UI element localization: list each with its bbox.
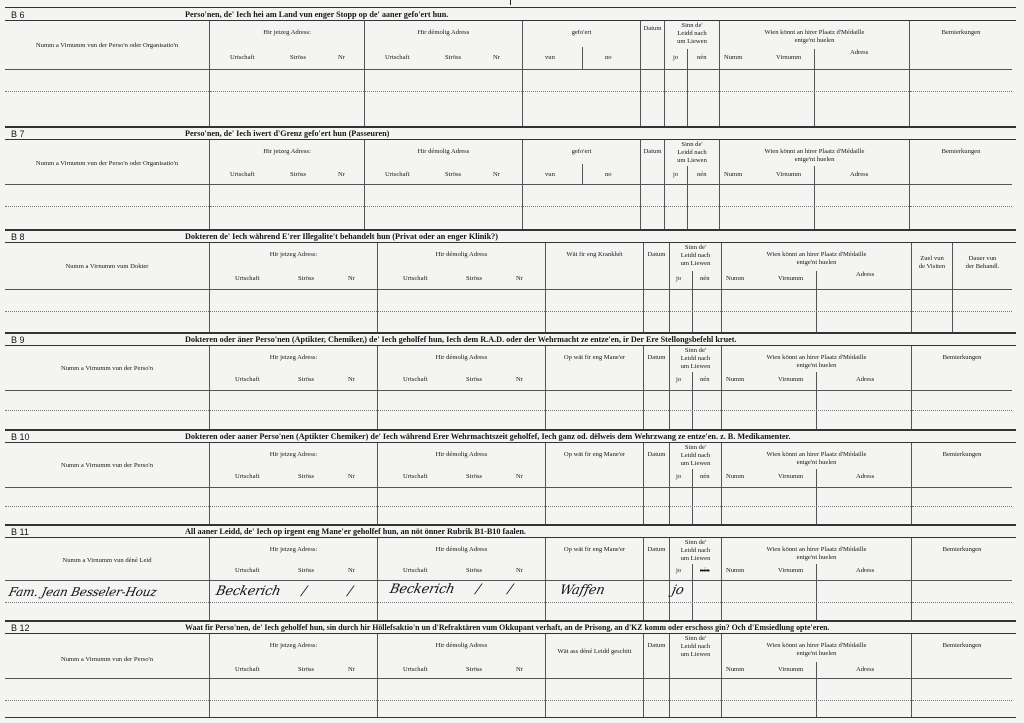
- column-label: Op wät fir eng Mane'er: [563, 354, 626, 361]
- subcolumn-label: Virnumm: [776, 171, 802, 178]
- subcolumn-label: jo: [676, 376, 682, 383]
- column-label: Numm a Virnumm vun déné Leid: [62, 557, 152, 564]
- column-label: Bemierkungen: [942, 451, 982, 458]
- subcolumn-label: Nr: [348, 473, 355, 480]
- section-b8-table: [5, 243, 1016, 334]
- subcolumn-label: Adress: [856, 271, 875, 278]
- column-label: Wien könnt an hirer Plaatz d'Médaille: [766, 546, 867, 553]
- subcolumn-label: nén: [697, 54, 707, 61]
- column-label: Zuel vun: [920, 255, 944, 262]
- remarks-column: [910, 21, 1012, 127]
- alive-column: [670, 346, 722, 430]
- column-label: Sinn de': [681, 22, 703, 29]
- column-label: um Liewen: [680, 363, 711, 370]
- column-label: Op wät fir eng Mane'er: [563, 546, 626, 553]
- section-b7-table: [5, 140, 1016, 231]
- alive-column: [670, 634, 722, 717]
- manner-column: [546, 346, 644, 430]
- subcolumn-label: Adress: [850, 171, 869, 178]
- column-label: Hir démolig Adress: [417, 29, 470, 36]
- subcolumn-label: Nr: [493, 171, 500, 178]
- subcolumn-label: Adress: [856, 473, 875, 480]
- current-address-column: [210, 538, 378, 621]
- column-label: Leidd nach: [677, 149, 707, 156]
- column-label: Hir démolig Adress: [435, 546, 488, 553]
- date-column: [641, 21, 665, 127]
- column-label: Wien könnt an hirer Plaatz d'Médaille: [766, 451, 867, 458]
- column-label: Datum: [643, 148, 662, 155]
- column-label: Hir jetzeg Adress:: [263, 148, 311, 155]
- subcolumn-label: Urtschaft: [385, 54, 410, 61]
- column-label: Datum: [647, 354, 666, 361]
- name-column: [5, 243, 210, 333]
- column-label: Op wät fir eng Mane'er: [563, 451, 626, 458]
- subcolumn-label: no: [605, 54, 612, 61]
- medal-recipient-column: [722, 443, 912, 525]
- column-label: Leidd nach: [677, 30, 707, 37]
- subcolumn-label: Numm: [726, 473, 745, 480]
- section-b11-header: [5, 524, 1016, 538]
- section-title: Dokteren de' Iech während E'rer Illegalite't behandelt hun (Privat oder an enger Klinik?): [185, 232, 498, 241]
- visits-column: [912, 243, 953, 333]
- medal-recipient-column: [720, 21, 910, 127]
- column-label: um Liewen: [680, 460, 711, 467]
- section-title: Perso'nen, de' Iech hei am Land vun enger Stopp op de' aaner gefo'ert hun.: [185, 10, 449, 19]
- column-label: entge'nt huelen: [794, 156, 835, 163]
- column-label: entge'nt huelen: [794, 37, 835, 44]
- subcolumn-label: Urtschaft: [235, 473, 260, 480]
- name-column: [5, 634, 210, 717]
- column-label: entge'nt huelen: [796, 650, 837, 657]
- subcolumn-label: jo: [673, 171, 679, 178]
- what-happened-column: [546, 634, 644, 717]
- subcolumn-label: Urtschaft: [235, 666, 260, 673]
- subcolumn-label: jo: [673, 54, 679, 61]
- subcolumn-label: Nr: [348, 376, 355, 383]
- current-address-column: [210, 243, 378, 333]
- column-label: um Liewen: [677, 38, 707, 45]
- section-code: B 8: [11, 232, 25, 242]
- handwritten-former-number-mark: /: [506, 582, 514, 597]
- subcolumn-label: Ströss: [466, 275, 483, 282]
- section-title: Perso'nen, de' Iech iwert d'Grenz gefo'ert hun (Passeuren): [185, 129, 390, 138]
- former-address-column: [378, 634, 546, 717]
- subcolumn-label: Urtschaft: [403, 275, 428, 282]
- subcolumn-label: Virnumm: [776, 54, 802, 61]
- subcolumn-label: Virnumm: [778, 376, 804, 383]
- subcolumn-label: Virnumm: [778, 473, 804, 480]
- manner-column: [546, 443, 644, 525]
- column-label: entge'nt huelen: [796, 362, 837, 369]
- column-label: Datum: [643, 25, 662, 32]
- section-b6-table: [5, 21, 1016, 128]
- subcolumn-label: nén: [700, 567, 710, 574]
- alive-column: [670, 538, 722, 621]
- current-address-column: [210, 634, 378, 717]
- subcolumn-label: Ströss: [298, 473, 315, 480]
- column-label: Sinn de': [684, 635, 707, 642]
- former-address-column: [378, 346, 546, 430]
- date-column: [644, 243, 670, 333]
- section-code: B 9: [11, 335, 25, 345]
- column-label: um Liewen: [680, 555, 711, 562]
- handwritten-street-mark: /: [300, 584, 308, 599]
- column-label: Wät ass déné Leidd geschitt: [557, 648, 632, 655]
- column-label: gefo'ert: [571, 29, 592, 36]
- subcolumn-label: Numm: [726, 666, 745, 673]
- alive-column: [665, 21, 720, 127]
- subcolumn-label: Virnumm: [778, 275, 804, 282]
- medal-recipient-column: [722, 243, 912, 333]
- name-column: [5, 443, 210, 525]
- column-label: Hir démolig Adress: [435, 642, 488, 649]
- column-label: Leidd nach: [680, 252, 711, 259]
- column-label: Hir jetzeg Adress:: [263, 29, 311, 36]
- section-code: B 7: [11, 129, 25, 139]
- column-label: Sinn de': [681, 141, 703, 148]
- former-address-column: [365, 140, 523, 230]
- subcolumn-label: Ströss: [466, 567, 483, 574]
- current-address-column: [210, 21, 365, 127]
- handwritten-former-street-mark: /: [474, 582, 482, 597]
- former-address-column: [378, 243, 546, 333]
- section-b12-header: [5, 620, 1016, 634]
- section-code: B 10: [11, 432, 30, 442]
- subcolumn-label: Ströss: [466, 666, 483, 673]
- handwritten-number-mark: /: [346, 584, 354, 599]
- current-address-column: [210, 140, 365, 230]
- remarks-column: [912, 634, 1012, 717]
- section-b9-header: [5, 332, 1016, 346]
- date-column: [644, 443, 670, 525]
- remarks-column: [912, 443, 1012, 525]
- column-label: Bemierkungen: [941, 29, 981, 36]
- column-label: Wien könnt an hirer Plaatz d'Médaille: [766, 354, 867, 361]
- subcolumn-label: Urtschaft: [230, 54, 255, 61]
- section-b9-table: [5, 346, 1016, 431]
- column-label: der Behandl.: [965, 263, 1000, 270]
- section-title: Waat fir Perso'nen, de' Iech geholfef hun, sin durch hir Höllefsaktio'n un d'Refraktären vum Okkupant verhaft, an de Prisong, an d'KZ komm oder erschoss gin? Och d'Emsiedlung opte'eren.: [185, 623, 830, 632]
- subcolumn-label: Numm: [726, 376, 745, 383]
- date-column: [644, 538, 670, 621]
- remarks-column: [912, 538, 1012, 621]
- subcolumn-label: nén: [700, 376, 710, 383]
- subcolumn-label: Adress: [856, 376, 875, 383]
- column-label: Dauer vun: [968, 255, 997, 262]
- section-title: All aaner Leidd, de' Iech op irgent eng Mane'er geholfef hun, an nöt önner Rubrik B1-B10 faalen.: [185, 527, 526, 536]
- section-b6-header: [5, 7, 1016, 21]
- section-title: Dokteren oder aaner Perso'nen (Aptikter Chemiker) de' Iech während Erer Wehrmachtszeit geholfef, Iech ganz od. dëlweis dem Wehrzwang ze entze'en. z. B. Medikamenter.: [185, 432, 791, 441]
- subcolumn-label: nén: [700, 473, 710, 480]
- alive-column: [670, 243, 722, 333]
- column-label: um Liewen: [680, 651, 711, 658]
- column-label: Leidd nach: [680, 547, 711, 554]
- column-label: Numm a Virnumm vun der Perso'n: [60, 365, 154, 372]
- section-b10-table: [5, 443, 1016, 526]
- column-label: Sinn de': [684, 444, 707, 451]
- subcolumn-label: Numm: [726, 275, 745, 282]
- column-label: Bemierkungen: [942, 642, 982, 649]
- section-b10-header: [5, 429, 1016, 443]
- subcolumn-label: Ströss: [466, 473, 483, 480]
- date-column: [644, 634, 670, 717]
- resistance-helpers-form: [5, 7, 1016, 716]
- remarks-column: [912, 346, 1012, 430]
- remarks-column: [910, 140, 1012, 230]
- subcolumn-label: nén: [700, 275, 710, 282]
- former-address-column: [365, 21, 523, 127]
- name-column: [5, 140, 210, 230]
- subcolumn-label: Ströss: [298, 275, 315, 282]
- subcolumn-label: Ströss: [466, 376, 483, 383]
- subcolumn-label: Nr: [516, 567, 523, 574]
- section-b9: [5, 332, 1016, 429]
- column-label: Wien könnt an hirer Plaatz d'Médaille: [766, 642, 867, 649]
- subcolumn-label: Urtschaft: [230, 171, 255, 178]
- subcolumn-label: Nr: [348, 275, 355, 282]
- column-label: Wät fir eng Krankhét: [566, 251, 623, 258]
- section-b8: [5, 229, 1016, 332]
- column-label: Wien könnt an hirer Plaatz d'Médaille: [766, 251, 867, 258]
- subcolumn-label: Adress: [856, 567, 875, 574]
- column-label: Hir jetzeg Adress:: [269, 451, 318, 458]
- column-label: Sinn de': [684, 539, 707, 546]
- subcolumn-label: vun: [545, 171, 555, 178]
- column-label: Sinn de': [684, 347, 707, 354]
- column-label: Numm a Virnumm vun der Perso'n oder Organisatio'n: [35, 42, 179, 49]
- subcolumn-label: Nr: [516, 376, 523, 383]
- subcolumn-label: Urtschaft: [403, 567, 428, 574]
- handwritten-manner: Waffen: [558, 583, 607, 598]
- name-column: [5, 21, 210, 127]
- section-b7: [5, 126, 1016, 229]
- alive-column: [665, 140, 720, 230]
- manner-column: [546, 538, 644, 621]
- transported-column: [523, 140, 641, 230]
- subcolumn-label: Ströss: [298, 567, 315, 574]
- column-label: Numm a Virnumm vun der Perso'n: [60, 656, 154, 663]
- subcolumn-label: Nr: [338, 171, 345, 178]
- section-title: Dokteren oder äner Perso'nen (Aptikter, Chemiker,) de' Iech geholfef hun, Iech dem R.A.D. oder der Wehrmacht ze entze'en, ir Der Ere Stellongsbefehl kruet.: [185, 335, 737, 344]
- column-label: Bemierkungen: [941, 148, 981, 155]
- subcolumn-label: jo: [676, 275, 682, 282]
- handwritten-locality: Beckerich: [214, 584, 282, 599]
- column-label: um Liewen: [680, 260, 711, 267]
- former-address-column: [378, 538, 546, 621]
- section-b12-table: [5, 634, 1016, 718]
- subcolumn-label: Urtschaft: [403, 473, 428, 480]
- column-label: entge'nt huelen: [796, 554, 837, 561]
- column-label: Hir jetzeg Adress:: [269, 251, 318, 258]
- column-label: Numm a Virnumm vun der Perso'n oder Organisatio'n: [35, 160, 179, 167]
- subcolumn-label: Urtschaft: [403, 666, 428, 673]
- section-b6: [5, 7, 1016, 126]
- former-address-column: [378, 443, 546, 525]
- alive-column: [670, 443, 722, 525]
- subcolumn-label: Ströss: [290, 171, 307, 178]
- column-label: Numm a Virnumm vun der Perso'n: [60, 462, 154, 469]
- column-label: Hir démolig Adress: [435, 451, 488, 458]
- subcolumn-label: Nr: [516, 275, 523, 282]
- medal-recipient-column: [722, 346, 912, 430]
- subcolumn-label: Ströss: [445, 171, 462, 178]
- handwritten-former-locality: Beckerich: [388, 582, 456, 597]
- section-b10: [5, 429, 1016, 524]
- column-label: Datum: [647, 451, 666, 458]
- column-label: Leidd nach: [680, 643, 711, 650]
- column-label: um Liewen: [677, 157, 707, 164]
- section-code: B 12: [11, 623, 30, 633]
- current-address-column: [210, 443, 378, 525]
- column-label: de Visiten: [918, 263, 946, 270]
- subcolumn-label: Urtschaft: [235, 567, 260, 574]
- subcolumn-label: Numm: [726, 567, 745, 574]
- subcolumn-label: Adress: [856, 666, 875, 673]
- column-label: Hir démolig Adress: [435, 251, 488, 258]
- column-label: entge'nt huelen: [796, 459, 837, 466]
- column-label: Hir démolig Adress: [417, 148, 470, 155]
- name-column: [5, 538, 210, 621]
- treatment-duration-column: [953, 243, 1012, 333]
- subcolumn-label: Ströss: [290, 54, 307, 61]
- subcolumn-label: Nr: [348, 666, 355, 673]
- medal-recipient-column: [722, 634, 912, 717]
- illness-column: [546, 243, 644, 333]
- subcolumn-label: Numm: [724, 54, 743, 61]
- section-b8-header: [5, 229, 1016, 243]
- date-column: [644, 346, 670, 430]
- section-code: B 6: [11, 10, 25, 20]
- name-column: [5, 346, 210, 430]
- section-code: B 11: [11, 527, 29, 537]
- subcolumn-label: Virnumm: [778, 666, 804, 673]
- subcolumn-label: Nr: [493, 54, 500, 61]
- subcolumn-label: Urtschaft: [385, 171, 410, 178]
- subcolumn-label: Nr: [516, 666, 523, 673]
- column-label: Bemierkungen: [942, 546, 982, 553]
- subcolumn-label: Ströss: [298, 666, 315, 673]
- subcolumn-label: nén: [697, 171, 707, 178]
- column-label: Leidd nach: [680, 355, 711, 362]
- column-label: entge'nt huelen: [796, 259, 837, 266]
- section-b11-table: [5, 538, 1016, 622]
- column-label: Datum: [647, 546, 666, 553]
- column-label: Datum: [647, 251, 666, 258]
- column-label: Leidd nach: [680, 452, 711, 459]
- column-label: Hir jetzeg Adress:: [269, 354, 318, 361]
- subcolumn-label: Nr: [338, 54, 345, 61]
- subcolumn-label: Nr: [348, 567, 355, 574]
- column-label: Sinn de': [684, 244, 707, 251]
- subcolumn-label: Nr: [516, 473, 523, 480]
- section-b11: [5, 524, 1016, 620]
- subcolumn-label: jo: [676, 567, 682, 574]
- subcolumn-label: Urtschaft: [235, 376, 260, 383]
- column-label: Numm a Virnumm vum Dokter: [65, 263, 149, 270]
- page-top-mark: [510, 0, 511, 5]
- subcolumn-label: Urtschaft: [235, 275, 260, 282]
- column-label: Wien könnt an hirer Plaatz d'Médaille: [764, 29, 865, 36]
- subcolumn-label: Ströss: [298, 376, 315, 383]
- section-b7-header: [5, 126, 1016, 140]
- subcolumn-label: no: [605, 171, 612, 178]
- column-label: Hir démolig Adress: [435, 354, 488, 361]
- column-label: Datum: [647, 642, 666, 649]
- section-b12: [5, 620, 1016, 716]
- subcolumn-label: Virnumm: [778, 567, 804, 574]
- column-label: Hir jetzeg Adress:: [269, 642, 318, 649]
- column-label: Bemierkungen: [942, 354, 982, 361]
- medal-recipient-column: [722, 538, 912, 621]
- subcolumn-label: jo: [676, 473, 682, 480]
- subcolumn-label: Urtschaft: [403, 376, 428, 383]
- column-label: Hir jetzeg Adress:: [269, 546, 318, 553]
- handwritten-alive-yes: jo: [670, 583, 686, 598]
- date-column: [641, 140, 665, 230]
- subcolumn-label: Ströss: [445, 54, 462, 61]
- handwritten-name: Fam. Jean Besseler-Houz: [7, 585, 158, 599]
- subcolumn-label: Adress: [850, 49, 869, 56]
- subcolumn-label: Numm: [724, 171, 743, 178]
- transported-column: [523, 21, 641, 127]
- current-address-column: [210, 346, 378, 430]
- medal-recipient-column: [720, 140, 910, 230]
- column-label: Wien könnt an hirer Plaatz d'Médaille: [764, 148, 865, 155]
- subcolumn-label: vun: [545, 54, 555, 61]
- column-label: gefo'ert: [571, 148, 592, 155]
